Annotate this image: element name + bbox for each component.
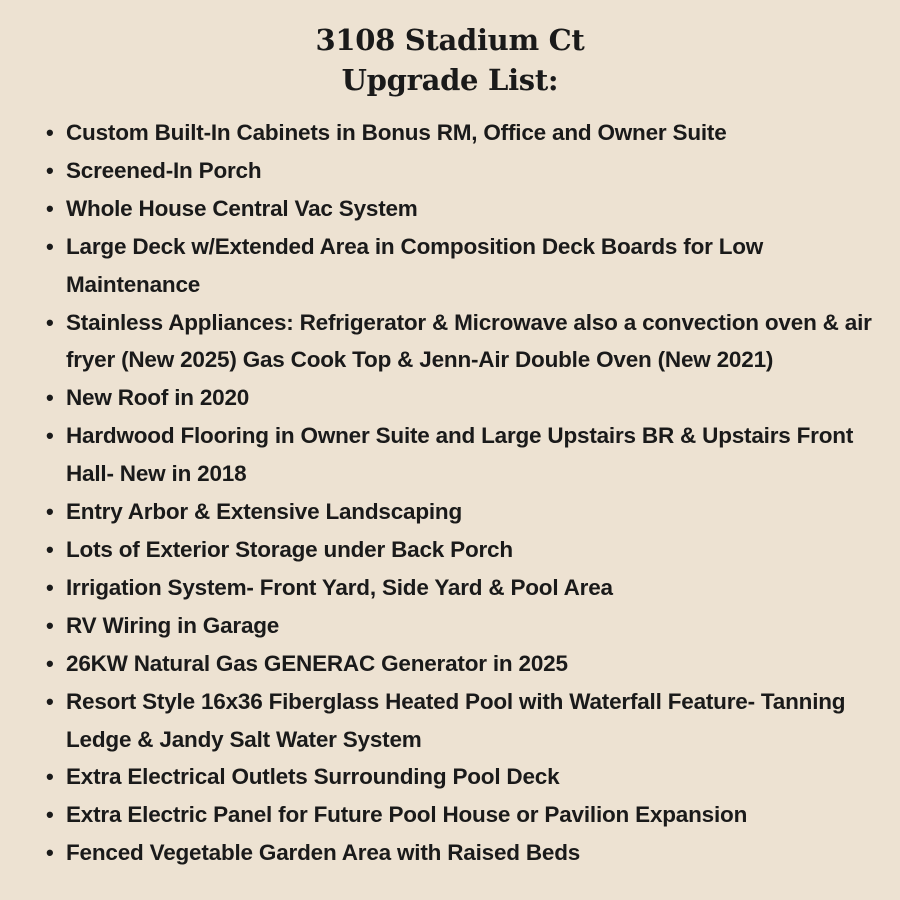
bullet-icon: •: [46, 385, 54, 411]
bullet-icon: •: [46, 574, 54, 600]
list-item: [44, 228, 884, 304]
list-item: [44, 190, 884, 228]
list-item: [44, 152, 884, 190]
list-item: [44, 304, 884, 380]
upgrade-item-text: Entry Arbor & Extensive Landscaping: [66, 499, 463, 525]
bullet-icon: •: [46, 423, 54, 449]
bullet-icon: •: [46, 536, 54, 562]
bullet-icon: •: [46, 195, 54, 221]
bullet-icon: •: [46, 309, 54, 335]
address-heading: 3108 Stadium Ct: [315, 23, 585, 57]
upgrade-item-text: Fenced Vegetable Garden Area with Raised Beds: [66, 840, 581, 866]
list-item: [44, 683, 884, 759]
upgrade-item-text: RV Wiring in Garage: [66, 612, 280, 638]
list-item: [44, 645, 884, 683]
bullet-icon: •: [46, 157, 54, 183]
list-item: [44, 569, 884, 607]
list-item: [44, 417, 884, 493]
upgrade-item-text: Custom Built-In Cabinets in Bonus RM, Office and Owner Suite: [66, 120, 727, 145]
bullet-icon: •: [46, 764, 54, 790]
list-item: [44, 796, 884, 834]
bullet-icon: •: [46, 840, 54, 866]
bullet-icon: •: [46, 120, 54, 145]
upgrade-item-text: Stainless Appliances: Refrigerator & Microwave also a convection oven & air fryer (New 2025) Gas Cook Top & Jenn-Air Double Oven (New 2021): [66, 309, 872, 373]
list-item: [44, 493, 884, 531]
list-item: [44, 758, 884, 796]
bullet-icon: •: [46, 233, 54, 259]
page-title: [0, 20, 900, 100]
bullet-icon: •: [46, 499, 54, 525]
upgrade-list: [44, 114, 884, 872]
upgrade-item-text: Irrigation System- Front Yard, Side Yard & Pool Area: [66, 574, 613, 600]
upgrade-list-heading: Upgrade List:: [341, 63, 559, 97]
upgrade-item-text: New Roof in 2020: [66, 385, 250, 411]
upgrade-item-text: Lots of Exterior Storage under Back Porch: [66, 536, 513, 562]
upgrade-item-text: Large Deck w/Extended Area in Composition Deck Boards for Low Maintenance: [66, 233, 764, 297]
bullet-icon: •: [46, 802, 54, 828]
list-item: [44, 379, 884, 417]
bullet-icon: •: [46, 612, 54, 638]
upgrade-item-text: Whole House Central Vac System: [66, 195, 418, 221]
bullet-icon: •: [46, 688, 54, 714]
list-item: [44, 114, 884, 152]
list-item: [44, 834, 884, 872]
upgrade-item-text: Resort Style 16x36 Fiberglass Heated Pool with Waterfall Feature- Tanning Ledge & Jandy Salt Water System: [66, 688, 846, 752]
list-item: [44, 607, 884, 645]
upgrade-item-text: Extra Electric Panel for Future Pool House or Pavilion Expansion: [66, 802, 748, 828]
bullet-icon: •: [46, 650, 54, 676]
upgrade-item-text: Extra Electrical Outlets Surrounding Pool Deck: [66, 764, 560, 790]
list-item: [44, 531, 884, 569]
upgrade-item-text: 26KW Natural Gas GENERAC Generator in 2025: [66, 650, 568, 676]
upgrade-item-text: Hardwood Flooring in Owner Suite and Large Upstairs BR & Upstairs Front Hall- New in 2018: [66, 423, 854, 487]
upgrade-item-text: Screened-In Porch: [66, 157, 262, 183]
